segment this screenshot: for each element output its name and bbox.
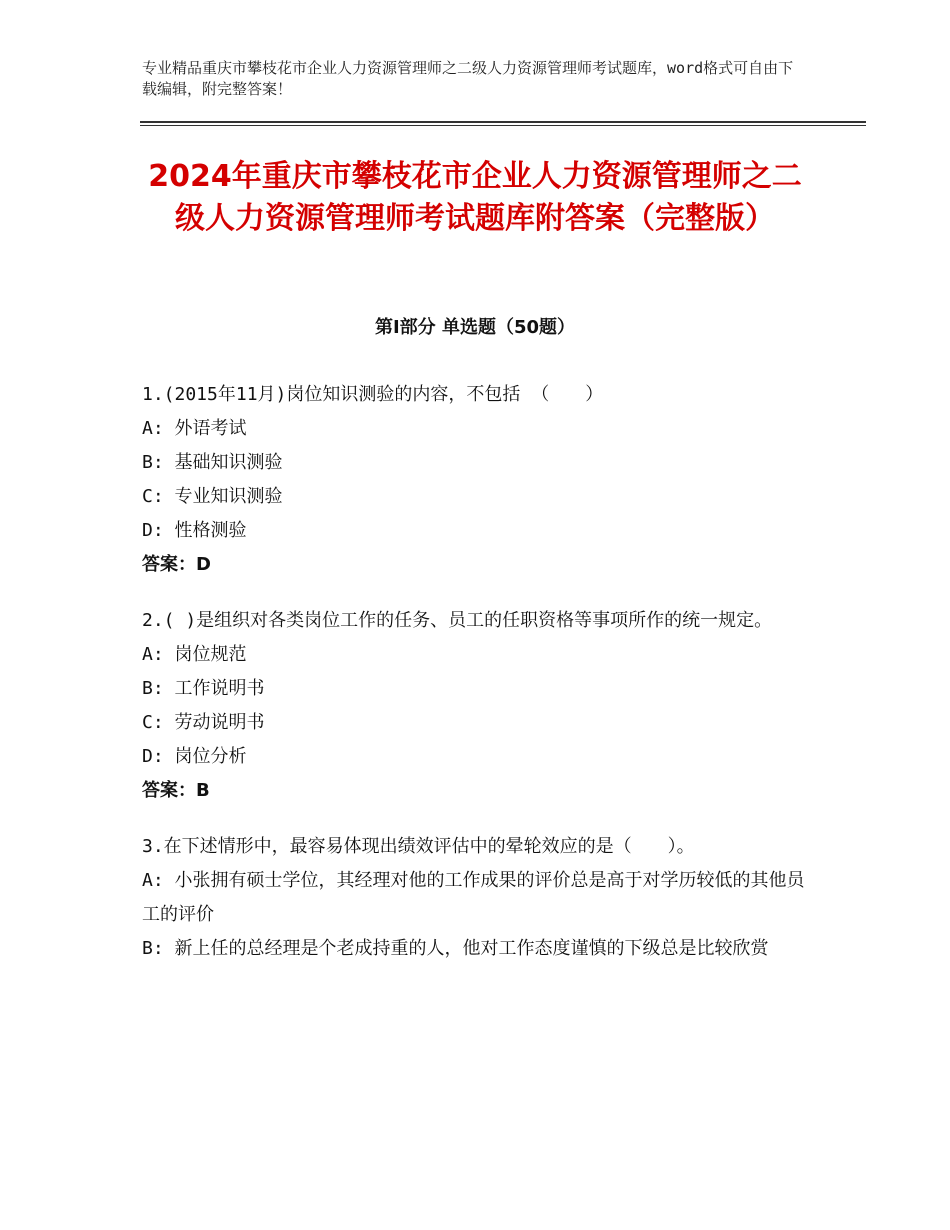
option-a: A: 岗位规范 <box>142 644 247 665</box>
option-b: B: 工作说明书 <box>142 678 265 699</box>
question-stem: 3.在下述情形中，最容易体现出绩效评估中的晕轮效应的是（ ）。 <box>142 836 695 857</box>
document-title: 2024年重庆市攀枝花市企业人力资源管理师之二级人力资源管理师考试题库附答案（完整版） <box>148 159 802 236</box>
option-a: A: 外语考试 <box>142 418 247 439</box>
option-d: D: 性格测验 <box>142 520 247 541</box>
option-a: A: 小张拥有硕士学位，其经理对他的工作成果的评价总是高于对学历较低的其他员工的评价 <box>142 870 805 925</box>
question-3 <box>142 830 812 966</box>
question-stem: 2.( )是组织对各类岗位工作的任务、员工的任职资格等事项所作的统一规定。 <box>142 610 773 631</box>
option-c: C: 劳动说明书 <box>142 712 265 733</box>
header-note: 专业精品重庆市攀枝花市企业人力资源管理师之二级人力资源管理师考试题库，word格式可自由下载编辑，附完整答案！ <box>142 59 794 98</box>
option-b: B: 新上任的总经理是个老成持重的人，他对工作态度谨慎的下级总是比较欣赏 <box>142 938 769 959</box>
option-c: C: 专业知识测验 <box>142 486 283 507</box>
header-rule-thick <box>140 121 866 123</box>
answer: 答案：B <box>142 780 210 801</box>
question-list <box>142 378 812 988</box>
question-2 <box>142 604 812 808</box>
option-d: D: 岗位分析 <box>142 746 247 767</box>
header-rule-thin <box>140 125 866 126</box>
question-1 <box>142 378 812 582</box>
section-title: 第Ⅰ部分 单选题（50题） <box>374 317 575 338</box>
option-b: B: 基础知识测验 <box>142 452 283 473</box>
answer: 答案：D <box>142 554 211 575</box>
question-stem: 1.(2015年11月)岗位知识测验的内容，不包括 （ ） <box>142 384 604 405</box>
